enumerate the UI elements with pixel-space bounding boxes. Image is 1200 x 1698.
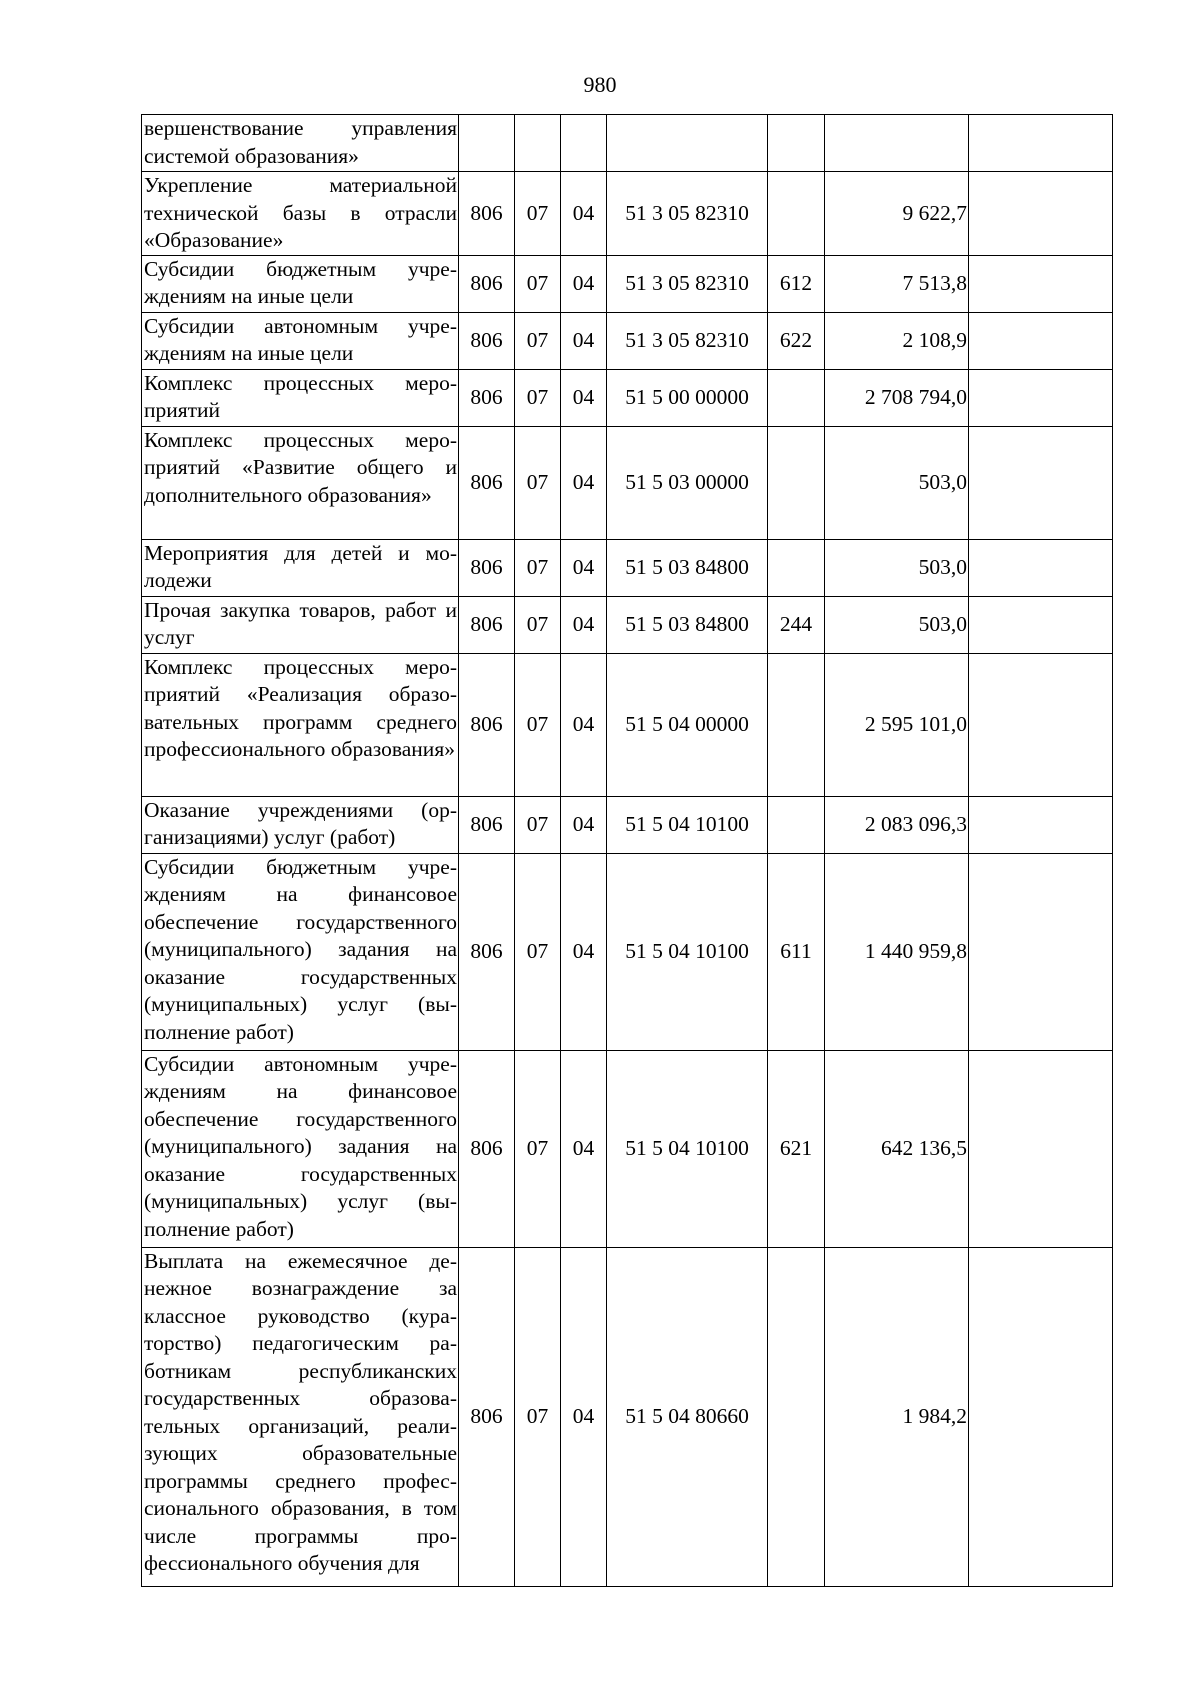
table-row <box>142 539 1113 596</box>
subsection-code <box>561 115 607 172</box>
amount: 2 708 794,0 <box>825 369 969 426</box>
target-article-code: 51 3 05 82310 <box>607 172 768 256</box>
section-code <box>515 115 561 172</box>
item-name: Мероприятия для детей и молодежи <box>142 539 459 596</box>
item-name: Прочая закупка товаров, работ и услуг <box>142 596 459 653</box>
section-code: 07 <box>515 853 561 1050</box>
empty-cell <box>969 172 1113 256</box>
item-name: Субсидии автономным учреждениям на иные цели <box>142 312 459 369</box>
target-article-code: 51 3 05 82310 <box>607 312 768 369</box>
ministry-code: 806 <box>459 1247 515 1586</box>
item-name: Субсидии автономным учреждениям на финансовое обеспечение государственного (муниципального) задания на оказание государственных (муниципальных) услуг (выполнение работ) <box>142 1050 459 1247</box>
section-code: 07 <box>515 369 561 426</box>
expense-type-code: 622 <box>768 312 825 369</box>
table-row <box>142 1247 1113 1586</box>
item-name: Оказание учреждениями (организациями) услуг (работ) <box>142 796 459 853</box>
amount: 1 440 959,8 <box>825 853 969 1050</box>
page-number: 980 <box>583 72 617 97</box>
item-name: Комплекс процессных мероприятий «Развитие общего и дополнительного образования» <box>142 426 459 539</box>
empty-cell <box>969 1247 1113 1586</box>
amount: 503,0 <box>825 426 969 539</box>
expense-type-code: 612 <box>768 255 825 312</box>
amount: 642 136,5 <box>825 1050 969 1247</box>
subsection-code: 04 <box>561 1050 607 1247</box>
target-article-code: 51 5 04 10100 <box>607 853 768 1050</box>
section-code: 07 <box>515 796 561 853</box>
expense-type-code: 621 <box>768 1050 825 1247</box>
subsection-code: 04 <box>561 653 607 796</box>
expense-type-code <box>768 369 825 426</box>
subsection-code: 04 <box>561 539 607 596</box>
subsection-code: 04 <box>561 312 607 369</box>
subsection-code: 04 <box>561 596 607 653</box>
section-code: 07 <box>515 1247 561 1586</box>
ministry-code: 806 <box>459 172 515 256</box>
amount: 503,0 <box>825 596 969 653</box>
table-row <box>142 115 1113 172</box>
item-name: Комплекс процессных мероприятий <box>142 369 459 426</box>
table-row <box>142 369 1113 426</box>
empty-cell <box>969 369 1113 426</box>
expense-type-code: 611 <box>768 853 825 1050</box>
section-code: 07 <box>515 312 561 369</box>
table-row <box>142 426 1113 539</box>
ministry-code: 806 <box>459 312 515 369</box>
table-row <box>142 853 1113 1050</box>
expense-type-code: 244 <box>768 596 825 653</box>
empty-cell <box>969 115 1113 172</box>
amount: 2 108,9 <box>825 312 969 369</box>
expense-type-code <box>768 1247 825 1586</box>
table-row <box>142 596 1113 653</box>
budget-table <box>141 114 1113 1587</box>
section-code: 07 <box>515 596 561 653</box>
target-article-code: 51 5 04 10100 <box>607 1050 768 1247</box>
empty-cell <box>969 426 1113 539</box>
subsection-code: 04 <box>561 426 607 539</box>
table-body <box>142 115 1113 1587</box>
target-article-code: 51 5 04 80660 <box>607 1247 768 1586</box>
ministry-code: 806 <box>459 369 515 426</box>
target-article-code <box>607 115 768 172</box>
empty-cell <box>969 853 1113 1050</box>
item-name: Субсидии бюджетным учреждениям на иные цели <box>142 255 459 312</box>
amount: 2 595 101,0 <box>825 653 969 796</box>
amount: 1 984,2 <box>825 1247 969 1586</box>
item-name: Субсидии бюджетным учреждениям на финансовое обеспечение государственного (муниципального) задания на оказание государственных (муниципальных) услуг (выполнение работ) <box>142 853 459 1050</box>
table-row <box>142 1050 1113 1247</box>
ministry-code: 806 <box>459 426 515 539</box>
subsection-code: 04 <box>561 1247 607 1586</box>
subsection-code: 04 <box>561 255 607 312</box>
section-code: 07 <box>515 426 561 539</box>
item-name: вершенствование управления системой образования» <box>142 115 459 172</box>
section-code: 07 <box>515 255 561 312</box>
target-article-code: 51 5 04 10100 <box>607 796 768 853</box>
empty-cell <box>969 596 1113 653</box>
table-row <box>142 255 1113 312</box>
subsection-code: 04 <box>561 369 607 426</box>
item-name: Комплекс процессных мероприятий «Реализация образовательных программ среднего профессионального образования» <box>142 653 459 796</box>
target-article-code: 51 5 03 84800 <box>607 596 768 653</box>
expense-type-code <box>768 115 825 172</box>
table-row <box>142 796 1113 853</box>
target-article-code: 51 5 03 84800 <box>607 539 768 596</box>
section-code: 07 <box>515 172 561 256</box>
empty-cell <box>969 255 1113 312</box>
item-name: Укрепление материальной технической базы в отрасли «Образование» <box>142 172 459 256</box>
ministry-code: 806 <box>459 596 515 653</box>
empty-cell <box>969 653 1113 796</box>
section-code: 07 <box>515 1050 561 1247</box>
subsection-code: 04 <box>561 796 607 853</box>
ministry-code <box>459 115 515 172</box>
item-name: Выплата на ежемесячное денежное вознаграждение за классное руководство (кураторство) педагогическим работникам республиканских государственных образовательных организаций, реализующих образовательные программы среднего профессионального образования, в том числе программы профессионального обучения для <box>142 1247 459 1586</box>
table-row <box>142 312 1113 369</box>
amount: 503,0 <box>825 539 969 596</box>
ministry-code: 806 <box>459 255 515 312</box>
expense-type-code <box>768 539 825 596</box>
ministry-code: 806 <box>459 653 515 796</box>
amount: 2 083 096,3 <box>825 796 969 853</box>
section-code: 07 <box>515 539 561 596</box>
empty-cell <box>969 312 1113 369</box>
expense-type-code <box>768 172 825 256</box>
empty-cell <box>969 1050 1113 1247</box>
amount <box>825 115 969 172</box>
expense-type-code <box>768 796 825 853</box>
target-article-code: 51 5 00 00000 <box>607 369 768 426</box>
expense-type-code <box>768 653 825 796</box>
subsection-code: 04 <box>561 172 607 256</box>
ministry-code: 806 <box>459 1050 515 1247</box>
section-code: 07 <box>515 653 561 796</box>
table-row <box>142 653 1113 796</box>
target-article-code: 51 3 05 82310 <box>607 255 768 312</box>
empty-cell <box>969 539 1113 596</box>
table-row <box>142 172 1113 256</box>
ministry-code: 806 <box>459 539 515 596</box>
subsection-code: 04 <box>561 853 607 1050</box>
amount: 7 513,8 <box>825 255 969 312</box>
amount: 9 622,7 <box>825 172 969 256</box>
empty-cell <box>969 796 1113 853</box>
target-article-code: 51 5 03 00000 <box>607 426 768 539</box>
ministry-code: 806 <box>459 853 515 1050</box>
ministry-code: 806 <box>459 796 515 853</box>
expense-type-code <box>768 426 825 539</box>
target-article-code: 51 5 04 00000 <box>607 653 768 796</box>
